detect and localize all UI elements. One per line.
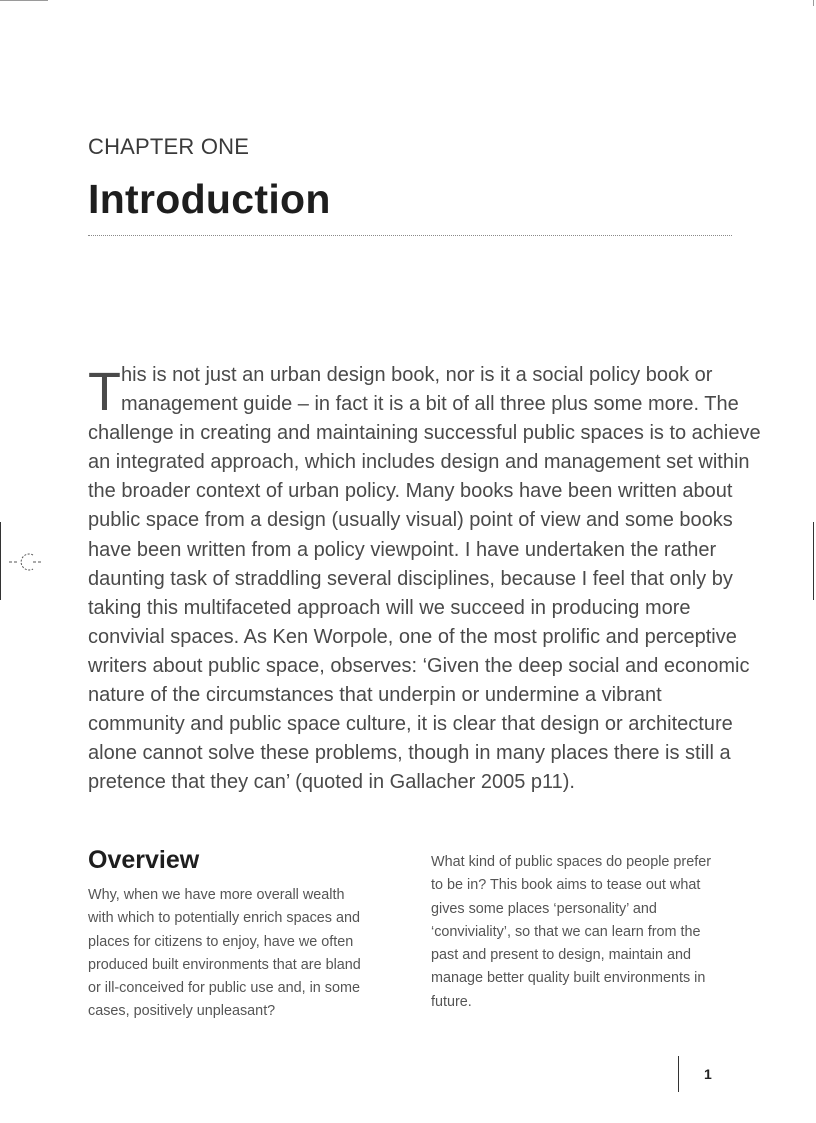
intro-line: an integrated approach, which includes design and management set within [88,451,750,474]
intro-line: writers about public space, observes: ‘Given the deep social and economic [88,654,750,677]
intro-line: pretence that they can’ (quoted in Gallacher 2005 p11). [88,771,575,794]
intro-line: nature of the circumstances that underpin or undermine a vibrant [88,684,662,707]
intro-dropcap-block [88,361,739,422]
overview-heading: Overview [88,846,200,874]
intro-line: daunting task of straddling several disciplines, because I feel that only by [88,567,733,590]
intro-paragraph [88,361,761,797]
overview-line: ‘conviviality’, so that we can learn from the [431,923,701,940]
overview-line: gives some places ‘personality’ and [431,900,657,917]
intro-line: the broader context of urban policy. Many books have been written about [88,480,733,503]
overview-line: Why, when we have more overall wealth [88,887,345,903]
intro-line: management guide – in fact it is a bit of all three plus some more. The [121,393,739,416]
crop-mark-right [813,522,814,600]
drop-cap: T [88,362,121,422]
overview-line: places for citizens to enjoy, have we often [88,933,354,950]
intro-line: community and public space culture, it is clear that design or architecture [88,713,733,736]
overview-right-column [431,851,741,1014]
overview-line: What kind of public spaces do people prefer [431,854,711,870]
overview-line: manage better quality built environments in [431,970,706,987]
overview-line: past and present to design, maintain and [431,947,692,964]
intro-line: alone cannot solve these problems, though in many places there is still a [88,742,731,765]
chapter-title: Introduction [88,176,331,222]
intro-line: challenge in creating and maintaining successful public spaces is to achieve [88,422,761,445]
crop-mark-top-right [813,0,814,6]
overview-line: future. [431,993,472,1010]
intro-line: his is not just an urban design book, nor is it a social policy book or [121,364,713,386]
intro-line: convivial spaces. As Ken Worpole, one of the most prolific and perceptive [88,625,737,648]
crop-mark-top-left [0,0,48,1]
registration-mark-icon [7,550,43,574]
intro-line: have been written from a policy viewpoint. I have undertaken the rather [88,538,717,561]
overview-line: with which to potentially enrich spaces and [88,910,360,927]
page-number: 1 [704,1066,712,1082]
overview-line: to be in? This book aims to tease out what [431,877,701,894]
intro-line: taking this multifaceted approach will we succeed in producing more [88,596,691,619]
chapter-label: CHAPTER ONE [88,134,250,159]
folio-rule [678,1056,679,1092]
title-divider [88,235,732,236]
overview-left-column [88,846,388,1024]
intro-line: public space from a design (usually visual) point of view and some books [88,509,733,532]
overview-line: produced built environments that are bland [88,956,361,973]
overview-line: or ill-conceived for public use and, in some [88,980,360,997]
overview-line: cases, positively unpleasant? [88,1003,276,1020]
crop-mark-left [0,522,1,600]
